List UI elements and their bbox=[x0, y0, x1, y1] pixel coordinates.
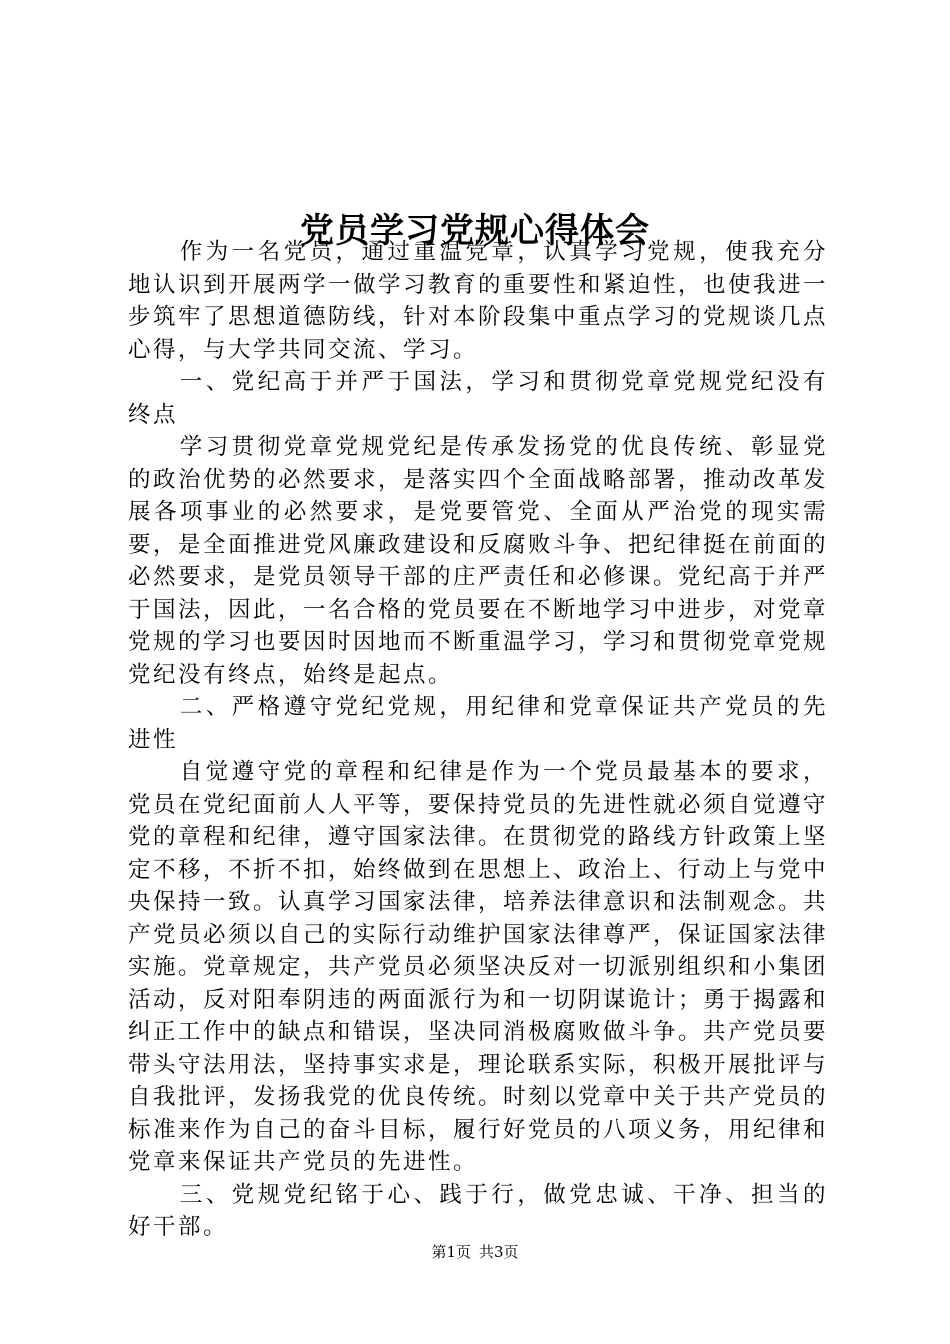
section-heading-2: 二、严格遵守党纪党规，用纪律和党章保证共产党员的先进性 bbox=[128, 694, 828, 753]
section-heading-3: 三、党规党纪铭于心、践于行，做党忠诚、干净、担当的好干部。 bbox=[128, 1181, 828, 1240]
paragraph-intro: 作为一名党员，通过重温党章，认真学习党规，使我充分地认识到开展两学一做学习教育的重要性和紧迫性，也使我进一步筑牢了思想道德防线，针对本阶段集中重点学习的党规谈几点心得，与大学共同交流、学习。 bbox=[128, 239, 829, 363]
paragraph-section-1: 学习贯彻党章党规党纪是传承发扬党的优良传统、彰显党的政治优势的必然要求，是落实四个全面战略部署，推动改革发展各项事业的必然要求，是党要管党、全面从严治党的现实需要，是全面推进党风廉政建设和反腐败斗争、把纪律挺在前面的必然要求，是党员领导干部的庄严责任和必修课。党纪高于并严于国法，因此，一名合格的党员要在不断地学习中进步，对党章党规的学习也要因时因地而不断重温学习，学习和贯彻党章党规党纪没有终点，始终是起点。 bbox=[128, 434, 829, 688]
page-footer bbox=[0, 1241, 950, 1263]
section-heading-1: 一、党纪高于并严于国法，学习和贯彻党章党规党纪没有终点 bbox=[128, 369, 828, 428]
page-number: 第1页 bbox=[431, 1243, 471, 1261]
document-body bbox=[128, 236, 828, 1244]
document-title: 党员学习党规心得体会 bbox=[300, 210, 650, 251]
paragraph-section-2: 自觉遵守党的章程和纪律是作为一个党员最基本的要求，党员在党纪面前人人平等，要保持党员的先进性就必须自觉遵守党的章程和纪律，遵守国家法律。在贯彻党的路线方针政策上坚定不移，不折不扣，始终做到在思想上、政治上、行动上与党中央保持一致。认真学习国家法律，培养法律意识和法制观念。共产党员必须以自己的实际行动维护国家法律尊严，保证国家法律实施。党章规定，共产党员必须坚决反对一切派别组织和小集团活动，反对阳奉阴违的两面派行为和一切阴谋诡计；勇于揭露和纠正工作中的缺点和错误，坚决同消极腐败做斗争。共产党员要带头守法用法，坚持事实求是，理论联系实际，积极开展批评与自我批评，发扬我党的优良传统。时刻以党章中关于共产党员的标准来作为自己的奋斗目标，履行好党员的八项义务，用纪律和党章来保证共产党员的先进性。 bbox=[128, 759, 829, 1175]
page-total: 共3页 bbox=[479, 1243, 519, 1261]
